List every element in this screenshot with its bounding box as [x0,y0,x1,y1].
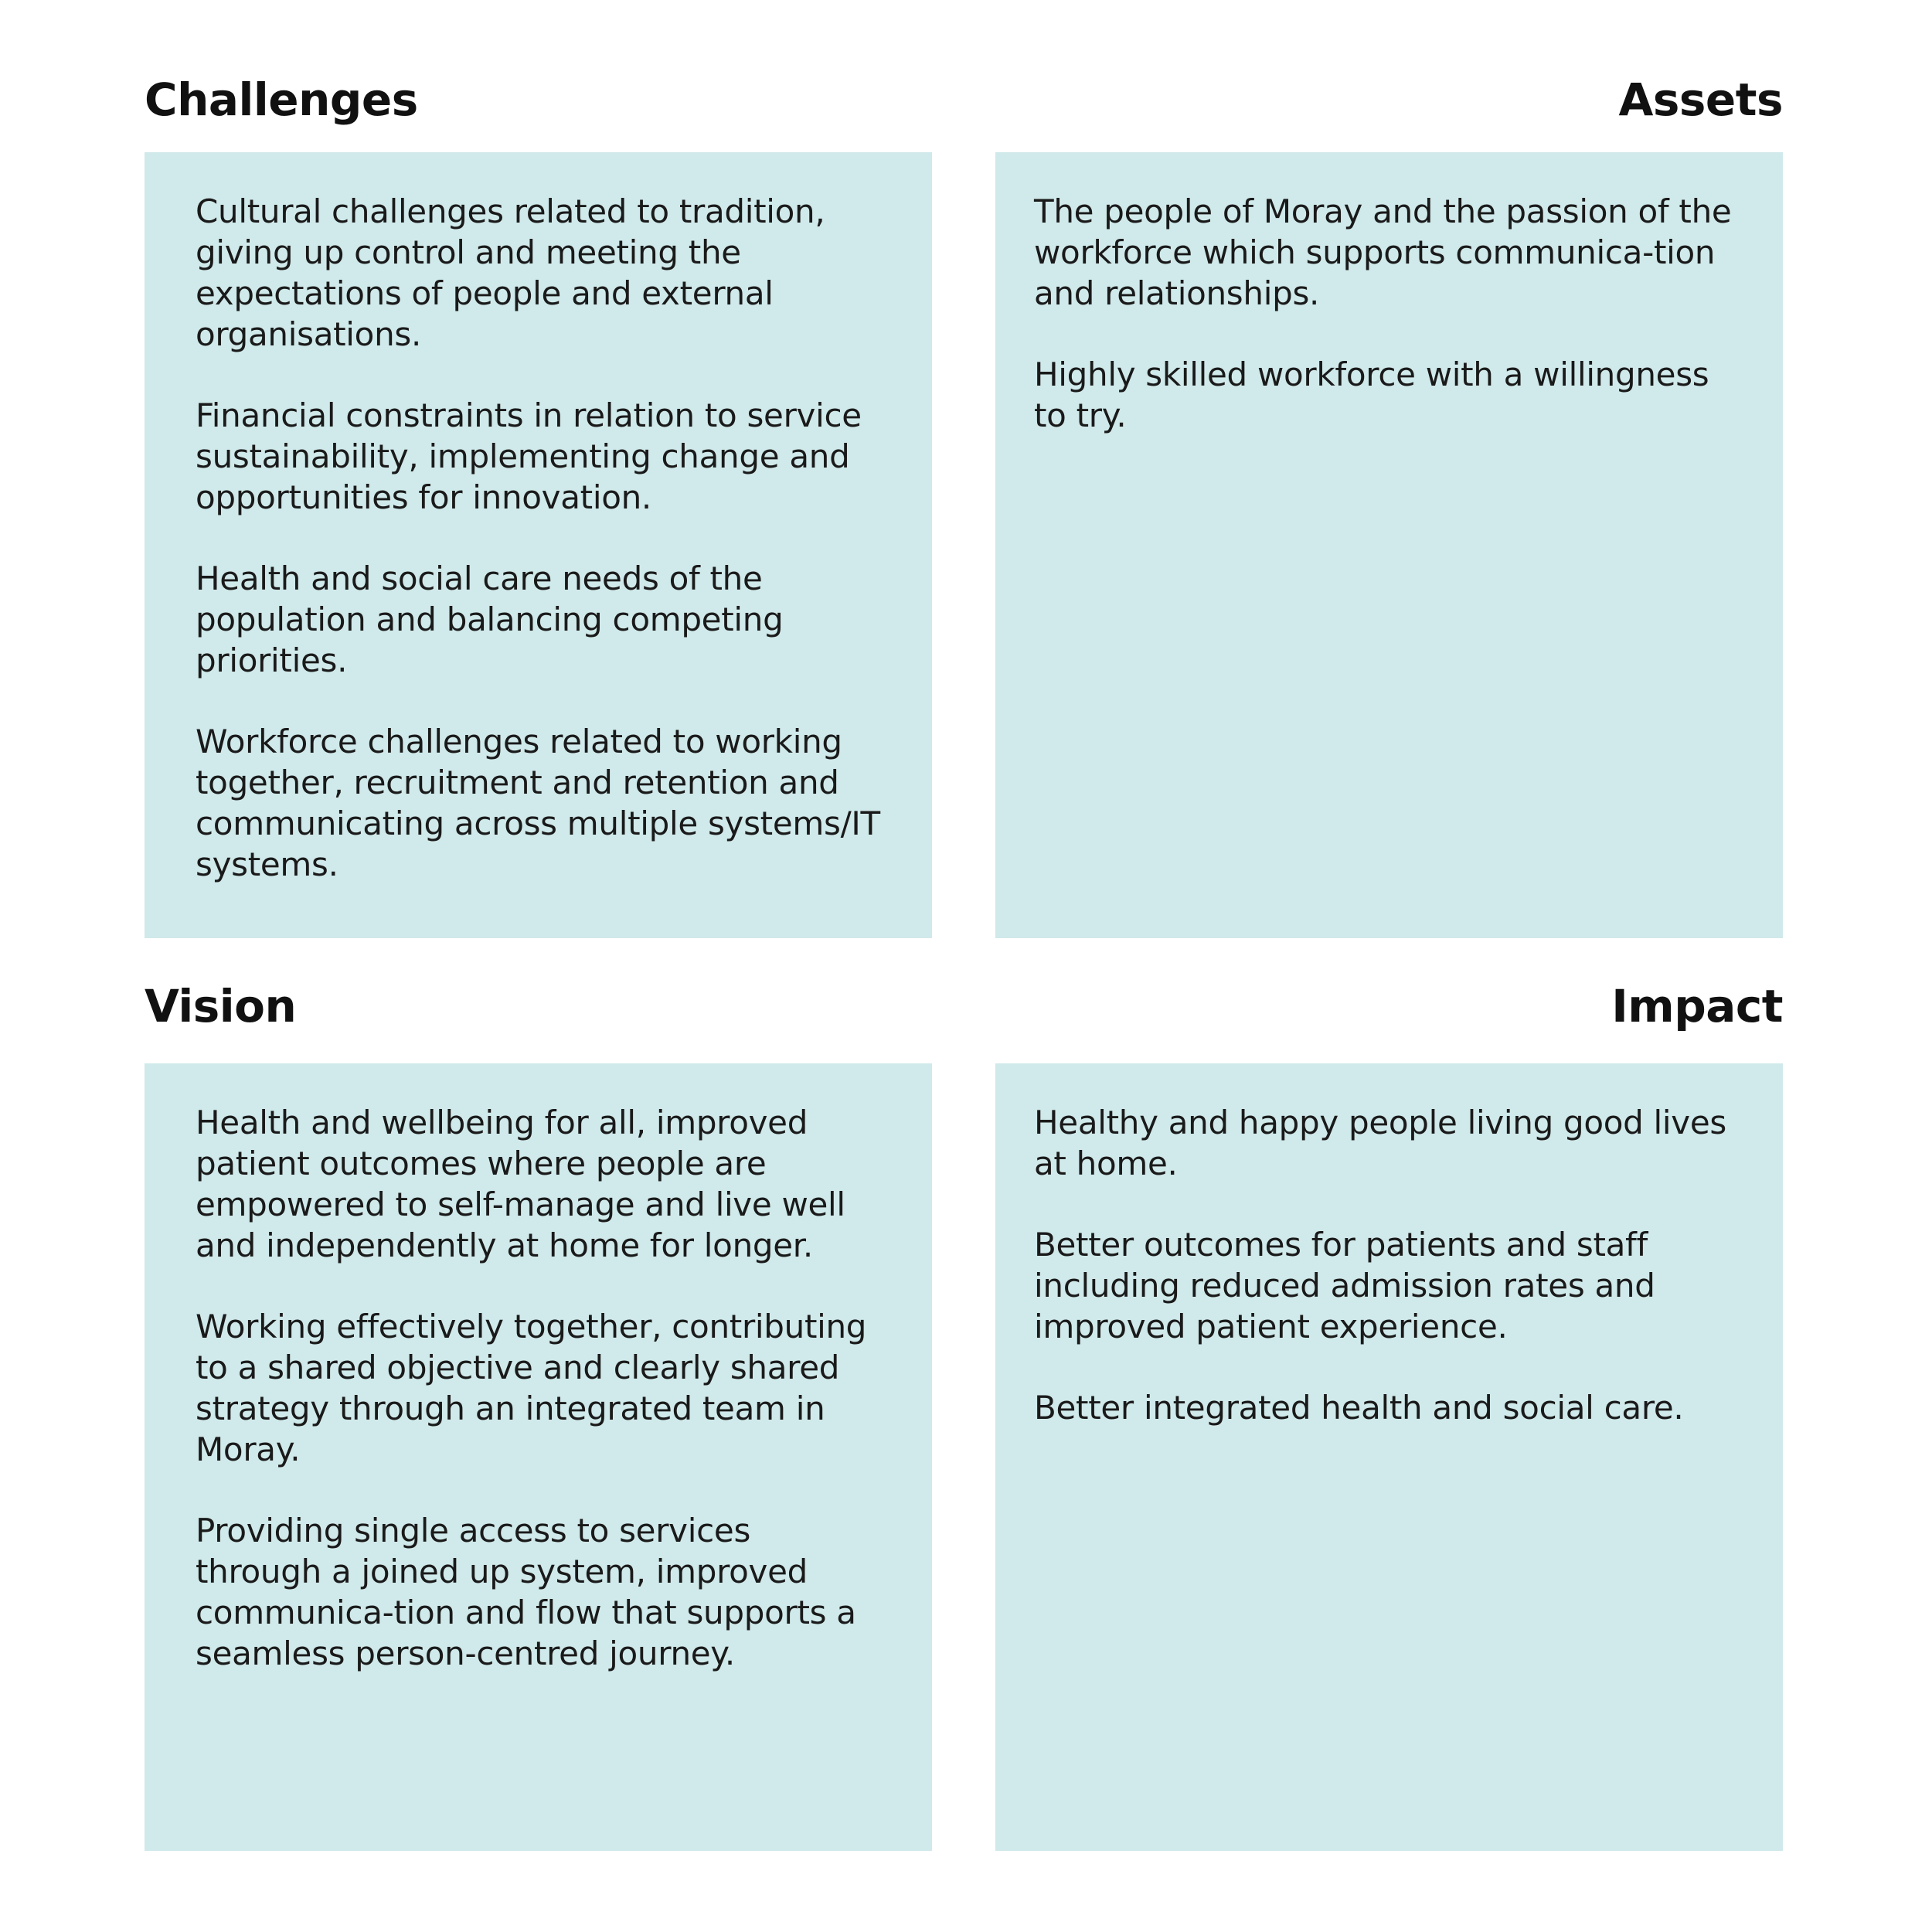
assets-heading: Assets [1618,73,1783,126]
impact-paragraph: Better outcomes for patients and staff including reduced admission rates and improved patient experience. [1034,1226,1655,1345]
impact-paragraph: Better integrated health and social care. [1034,1389,1684,1427]
vision-paragraph: Health and wellbeing for all, improved patient outcomes where people are empowered to self-manage and live well and independently at home for longer. [196,1104,845,1264]
challenges-paragraph: Financial constraints in relation to service sustainability, implementing change and opportunities for innovation. [196,396,862,516]
vision-paragraph: Providing single access to services through a joined up system, improved communica-tion and flow that supports a seamless person-centred journey. [196,1512,856,1672]
impact-panel [995,1063,1783,1851]
impact-paragraph: Healthy and happy people living good lives at home. [1034,1104,1726,1182]
vision-panel [145,1063,932,1851]
assets-paragraph: The people of Moray and the passion of the workforce which supports communica-tion and relationships. [1034,192,1732,312]
challenges-paragraph: Health and social care needs of the population and balancing competing priorities. [196,560,784,679]
vision-heading: Vision [145,980,297,1032]
challenges-heading: Challenges [145,73,418,126]
impact-heading: Impact [1611,980,1783,1032]
vision-paragraph: Working effectively together, contributing to a shared objective and clearly shared strategy through an integrated team in Moray. [196,1308,867,1468]
challenges-panel [145,152,932,938]
challenges-paragraph: Workforce challenges related to working together, recruitment and retention and communicating across multiple systems/IT systems. [196,723,880,883]
challenges-paragraph: Cultural challenges related to tradition, giving up control and meeting the expectations of people and external organisations. [196,192,825,353]
assets-panel [995,152,1783,938]
assets-paragraph: Highly skilled workforce with a willingness to try. [1034,355,1709,434]
